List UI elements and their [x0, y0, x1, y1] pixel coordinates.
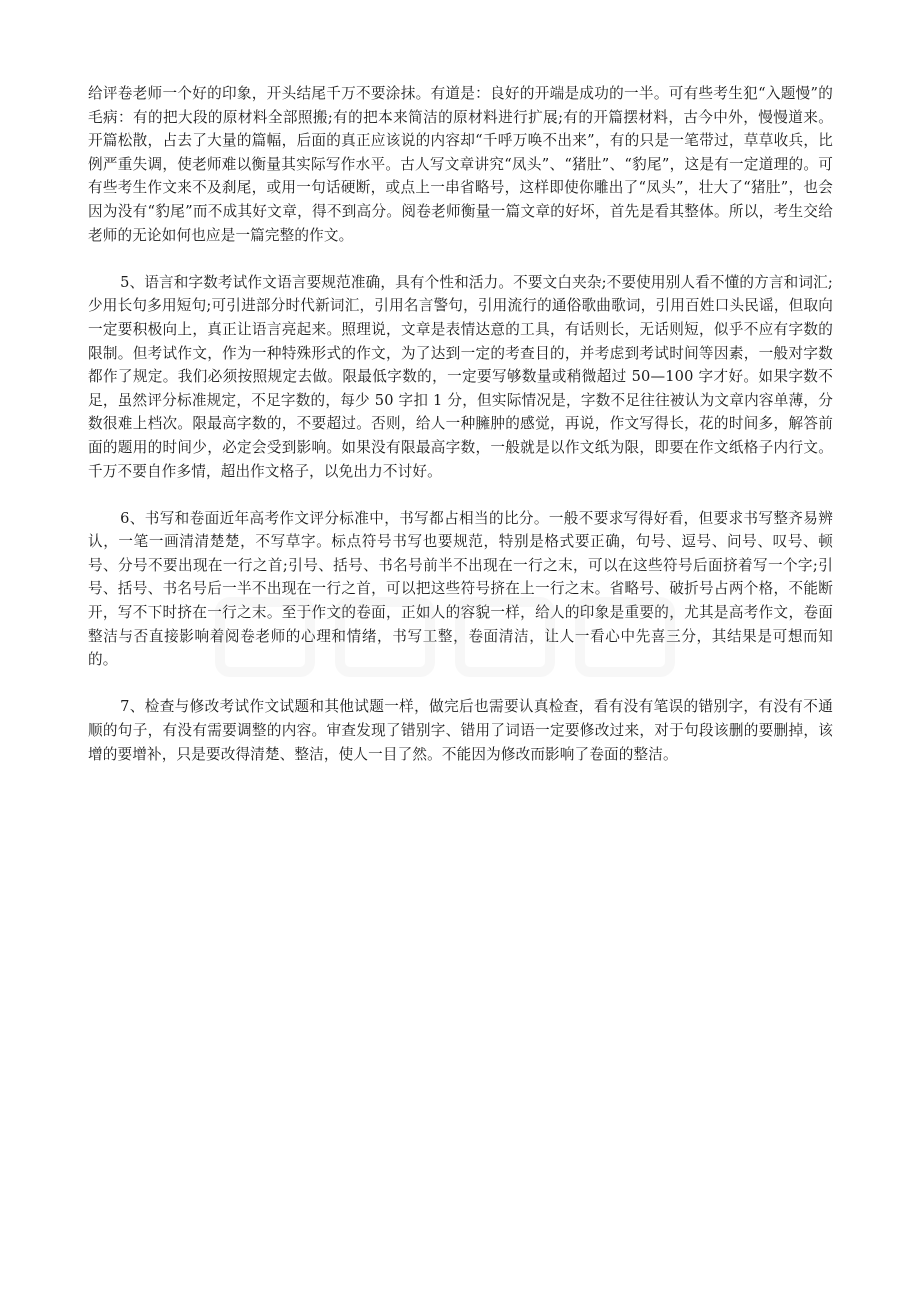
paragraph-section-5-language: 5、语言和字数考试作文语言要规范准确，具有个性和活力。不要文白夹杂;不要使用别人看不懂的方言和词汇;少用长句多用短句;可引进部分时代新词汇，引用名言警句，引用流行的通俗歌曲歌词，引用百姓口头民谣，但取向一定要积极向上，真正让语言亮起来。照理说，文章是表情达意的工具，有话则长，无话则短，似乎不应有字数的限制。但考试作文，作为一种特殊形式的作文，为了达到一定的考查目的，并考虑到考试时间等因素，一般对字数都作了规定。我们必须按照规定去做。限最低字数的，一定要写够数量或稍微超过 50—100 字才好。如果字数不足，虽然评分标准规定，不足字数的，每少 50 字扣 1 分，但实际情况是，字数不足往往被认为文章内容单薄，分数很难上档次。限最高字数的，不要超过。否则，给人一种臃肿的感觉，再说，作文写得长，花的时间多，解答前面的题用的时间少，必定会受到影响。如果没有限最高字数，一般就是以作文纸为限，即要在作文纸格子内行文。千万不要自作多情，超出作文格子，以免出力不讨好。	[88, 273, 833, 480]
paragraph-section-6-handwriting: 6、书写和卷面近年高考作文评分标准中，书写都占相当的比分。一般不要求写得好看，但要求书写整齐易辨认，一笔一画清清楚楚，不写草字。标点符号书写也要规范，特别是格式要正确，句号、逗号、问号、叹号、顿号、分号不要出现在一行之首;引号、括号、书名号前半不出现在一行之末，可以在这些符号后面挤着写一个字;引号、括号、书名号后一半不出现在一行之首，可以把这些符号挤在上一行之末。省略号、破折号占两个格，不能断开，写不下时挤在一行之末。至于作文的卷面，正如人的容貌一样，给人的印象是重要的，尤其是高考作文，卷面整洁与否直接影响着阅卷老师的心理和情绪，书写工整，卷面清洁，让人一看心中先喜三分，其结果是可想而知的。	[88, 509, 833, 669]
paragraph-section-7-revision: 7、检查与修改考试作文试题和其他试题一样，做完后也需要认真检查，看有没有笔误的错别字，有没有不通顺的句子，有没有需要调整的内容。审查发现了错别字、错用了词语一定要修改过来，对于句段该删的要删掉，该增的要增补，只是要改得清楚、整洁，使人一目了然。不能因为修改而影响了卷面的整洁。	[88, 698, 833, 763]
paragraph-intro-continuation: 给评卷老师一个好的印象，开头结尾千万不要涂抹。有道是：良好的开端是成功的一半。可有些考生犯“入题慢”的毛病：有的把大段的原材料全部照搬;有的把本来简洁的原材料进行扩展;有的开篇摆材料，古今中外，慢慢道来。开篇松散，占去了大量的篇幅，后面的真正应该说的内容却“千呼万唤不出来”，有的只是一笔带过，草草收兵，比例严重失调，使老师难以衡量其实际写作水平。古人写文章讲究“凤头”、“猪肚”、“豹尾”，这是有一定道理的。可有些考生作文来不及刹尾，或用一句话硬断，或点上一串省略号，这样即使你雕出了“凤头”，壮大了“猪肚”，也会因为没有“豹尾”而不成其好文章，得不到高分。阅卷老师衡量一篇文章的好坏，首先是看其整体。所以，考生交给老师的无论如何也应是一篇完整的作文。	[88, 85, 833, 244]
document-page	[88, 82, 833, 790]
